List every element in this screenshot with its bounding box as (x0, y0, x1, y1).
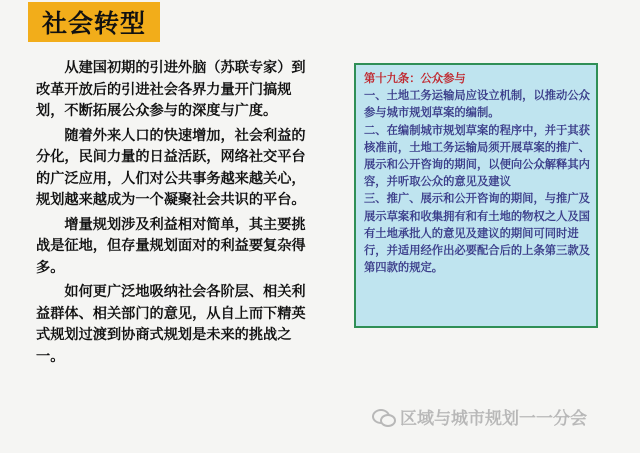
paragraph: 随着外来人口的快速增加，社会利益的分化，民间力量的日益活跃，网络社交平台的广泛应用，人们对公共事务越来越关心，规划越来越成为一个凝聚社会共识的平台。 (36, 127, 306, 208)
wechat-icon (372, 408, 394, 426)
clause-title: 第十九条：公众参与 (364, 71, 466, 85)
page-title: 社会转型 (41, 9, 146, 38)
clause-item: 一、土地工务运输局应设立机制，以推动公众参与城市规划草案的编制。 (364, 88, 590, 120)
watermark-text: 区域与城市规划一一分会 (400, 409, 587, 429)
body-text (36, 58, 308, 371)
title-banner (28, 2, 160, 42)
clause-item: 二、在编制城市规划草案的程序中，并于其获核准前，土地工务运输局须开展草案的推广、展示和公开咨询的期间，以便向公众解释其内容，并听取公众的意见及建议 (364, 122, 590, 189)
paragraph: 如何更广泛地吸纳社会各阶层、相关利益群体、相关部门的意见，从自上而下精英式规划过渡到协商式规划是未来的挑战之一。 (36, 284, 306, 365)
regulation-box (354, 63, 598, 328)
paragraph: 增量规划涉及利益相对简单，其主要挑战是征地，但存量规划面对的利益要复杂得多。 (36, 216, 306, 276)
watermark (372, 404, 587, 429)
clause-item: 三、推广、展示和公开咨询的期间，与推广及展示草案和收集拥有和有土地的物权之人及国有土地承批人的意见及建议的期间可同时进行，并适用经作出必要配合后的上条第三款及第四款的规定。 (364, 191, 590, 275)
paragraph: 从建国初期的引进外脑（苏联专家）到改革开放后的引进社会各界力量开门搞规划，不断拓展公众参与的深度与广度。 (36, 60, 306, 119)
